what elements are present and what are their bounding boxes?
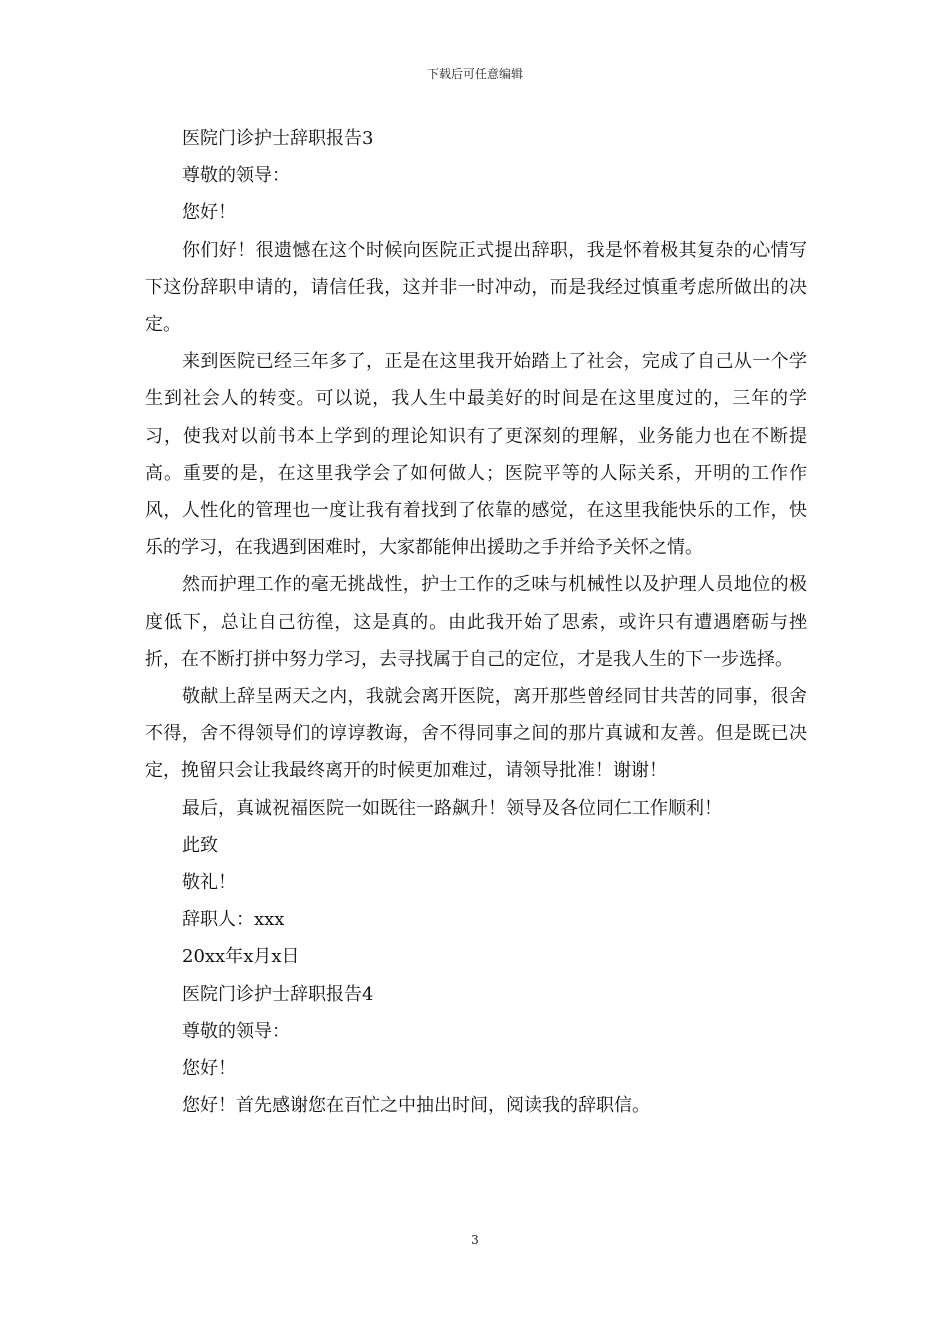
greeting: 您好！ [182, 202, 236, 224]
page-number: 3 [471, 1233, 479, 1247]
body-paragraph: 敬献上辞呈两天之内，我就会离开医院，离开那些曾经同甘共苦的同事，很舍不得，舍不得领导们的谆谆教诲，舍不得同事之间的那片真诚和友善。但是既已决定，挽留只会让我最终离开的时候更加难过，请领导批准！谢谢！ [145, 686, 807, 782]
salutation: 尊敬的领导： [182, 1020, 290, 1042]
closing-wish: 最后，真诚祝福医院一如既往一路飙升！领导及各位同仁工作顺利！ [182, 797, 722, 819]
body-paragraph: 你们好！很遗憾在这个时候向医院正式提出辞职，我是怀着极其复杂的心情写下这份辞职申请的，请信任我，这并非一时冲动，而是我经过慎重考虑所做出的决定。 [145, 239, 807, 336]
letter-title: 医院门诊护士辞职报告3 [182, 128, 374, 149]
signature: 辞职人：xxx [182, 909, 285, 931]
letter-date: 20xx年x月x日 [182, 946, 300, 968]
body-paragraph: 来到医院已经三年多了，正是在这里我开始踏上了社会，完成了自己从一个学生到社会人的转变。可以说，我人生中最美好的时间是在这里度过的，三年的学习，使我对以前书本上学到的理论知识有了更深刻的理解，业务能力也在不断提高。重要的是，在这里我学会了如何做人；医院平等的人际关系，开明的工作作风，人性化的管理也一度让我有着找到了依靠的感觉，在这里我能快乐的工作，快乐的学习，在我遇到困难时，大家都能伸出援助之手并给予关怀之情。 [145, 351, 807, 559]
body-paragraph: 然而护理工作的毫无挑战性，护士工作的乏味与机械性以及护理人员地位的极度低下，总让自己彷徨，这是真的。由此我开始了思索，或许只有遭遇磨砺与挫折，在不断打拼中努力学习，去寻找属于自己的定位，才是我人生的下一步选择。 [145, 574, 807, 670]
letter-title: 医院门诊护士辞职报告4 [182, 983, 374, 1005]
greeting: 您好！ [182, 1058, 236, 1080]
closing-phrase: 此致 [182, 834, 218, 856]
salutation: 尊敬的领导： [182, 165, 290, 187]
page-header: 下载后可任意编辑 [426, 67, 523, 81]
body-first-line: 您好！首先感谢您在百忙之中抽出时间，阅读我的辞职信。 [182, 1095, 650, 1117]
document-body [145, 120, 807, 1124]
closing-salute: 敬礼！ [182, 872, 236, 894]
